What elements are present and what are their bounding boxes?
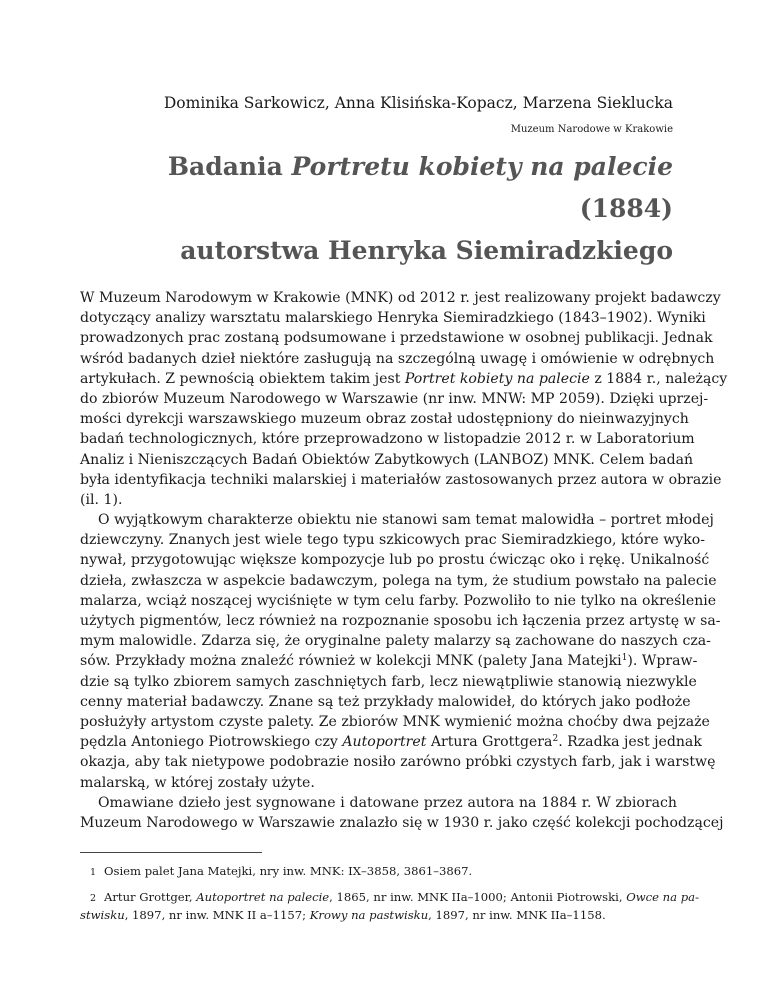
body-line: dzieła, zwłaszcza w aspekcie badawczym, polega na tym, że studium powstało na palecie	[80, 572, 717, 589]
text-span: pędzla Antoniego Piotrowskiego czy	[80, 734, 343, 751]
body-line: dzie są tylko zbiorem samych zaschniętych farb, lecz niewątpliwie stanowią niezwykle	[80, 673, 697, 690]
body-line: malarza, wciąż noszącej wyciśnięte w tym celu farby. Pozwoliło to nie tylko na określenie	[80, 592, 717, 609]
footnote-line	[80, 862, 677, 880]
body-line	[80, 369, 728, 389]
body-line: okazja, aby tak nietypowe podobrazie nosiło zarówno próbki czystych farb, jak i warstwę	[80, 754, 716, 771]
text-span: Artura Grottgera	[426, 734, 553, 751]
title-line-2: autorstwa Henryka Siemiradzkiego	[180, 236, 673, 265]
body-line: do zbiorów Muzeum Narodowego w Warszawie (nr inw. MNW: MP 2059). Dzięki uprzej-	[80, 390, 709, 407]
text-span: artykułach. Z pewnością obiektem takim jest	[80, 370, 405, 387]
footnote-number: 1	[90, 867, 97, 878]
title-italic: Portretu kobiety na palecie	[291, 152, 673, 181]
body-line: (il. 1).	[80, 491, 123, 508]
body-line	[80, 732, 702, 752]
title-part-2: (1884)	[579, 194, 673, 223]
artwork-title: Owce na pa-	[626, 890, 700, 904]
footnote-divider	[80, 852, 262, 853]
body-line: Analiz i Nieniszczących Badań Obiektów Zabytkowych (LANBOZ) MNK. Celem badań	[80, 451, 694, 468]
body-line	[80, 651, 698, 671]
text-span: , 1897, nr inw. MNK II a–1157;	[124, 908, 310, 922]
artwork-title: Autoportret na palecie	[196, 890, 330, 904]
body-line: posłużyły artystom czyste palety. Ze zbiorów MNK wymienić można choćby dwa pejzaże	[80, 713, 710, 730]
body-line: mym malowidle. Zdarza się, że oryginalne palety malarzy są zachowane do naszych cza-	[80, 633, 711, 650]
footnote-2	[80, 888, 700, 924]
body-line: O wyjątkowym charakterze obiektu nie stanowi sam temat malowidła – portret młodej	[98, 512, 714, 529]
text-span: z 1884 r., należący	[589, 370, 728, 387]
artwork-title: Portret kobiety na palecie	[404, 370, 590, 387]
footnote-number: 2	[90, 893, 97, 904]
text-span: ). Wpraw-	[627, 653, 698, 670]
article-body	[80, 288, 728, 833]
footnote-line	[80, 888, 700, 906]
body-line: dziewczyny. Znanych jest wiele tego typu szkicowych prac Siemiradzkiego, które wyko-	[80, 532, 706, 549]
footnote-line	[80, 906, 677, 924]
body-line: użytych pigmentów, lecz również na rozpoznanie sposobu ich łączenia przez artystę w sa-	[80, 613, 721, 629]
footnote-text: Osiem palet Jana Matejki, nry inw. MNK: IX–3858, 3861–3867.	[104, 864, 473, 878]
body-line: Omawiane dzieło jest sygnowane i datowane przez autora na 1884 r. W zbiorach	[98, 794, 677, 811]
body-line: nywał, przygotowując większe kompozycje lub po prostu ćwicząc oko i rękę. Unikalność	[80, 552, 710, 569]
footnote-1	[80, 862, 677, 880]
authors: Dominika Sarkowicz, Anna Klisińska-Kopacz, Marzena Sieklucka	[163, 94, 673, 112]
affiliation: Muzeum Narodowe w Krakowie	[510, 124, 673, 135]
title-part-1: Badania	[167, 152, 292, 181]
body-line: była identyfikacja techniki malarskiej i materiałów zastosowanych przez autora w obrazie	[80, 471, 722, 488]
artwork-title: stwisku	[80, 908, 125, 922]
article-title	[80, 146, 673, 272]
body-line: Muzeum Narodowego w Warszawie znalazło się w 1930 r. jako część kolekcji pochodzącej	[80, 814, 724, 831]
body-line: mości dyrekcji warszawskiego muzeum obraz został udostępniony do nieinwazyjnych	[80, 411, 689, 428]
footnote-ref-2[interactable]: 2	[552, 734, 559, 745]
artwork-title: Krowy na pastwisku	[309, 908, 429, 922]
body-line: W Muzeum Narodowym w Krakowie (MNK) od 2012 r. jest realizowany projekt badawczy	[80, 290, 721, 306]
body-line: wśród badanych dzieł niektóre zasługują na szczególną uwagę i omówienie w odrębnych	[80, 350, 715, 367]
text-span: , 1865, nr inw. MNK IIa–1000; Antonii Piotrowski,	[329, 890, 627, 904]
text-span: sów. Przykłady można znaleźć również w kolekcji MNK (palety Jana Matejki	[80, 653, 622, 670]
footnote-ref-1[interactable]: 1	[621, 653, 628, 664]
title-line-1	[80, 146, 673, 230]
body-line: dotyczący analizy warsztatu malarskiego Henryka Siemiradzkiego (1843–1902). Wyniki	[80, 310, 706, 327]
artwork-title: Autoportret	[342, 734, 427, 751]
body-line: prowadzonych prac zostaną podsumowane i przedstawione w osobnej publikacji. Jednak	[80, 330, 713, 347]
text-span: , 1897, nr inw. MNK IIa–1158.	[428, 908, 606, 922]
text-span: . Rzadka jest jednak	[558, 734, 702, 751]
text-span: Artur Grottger,	[104, 890, 197, 904]
body-line: badań technologicznych, które przeprowadzono w listopadzie 2012 r. w Laboratorium	[80, 431, 695, 448]
body-line: cenny materiał badawczy. Znane są też przykłady malowideł, do których jako podłoże	[80, 693, 691, 710]
body-line: malarską, w której zostały użyte.	[80, 774, 315, 791]
